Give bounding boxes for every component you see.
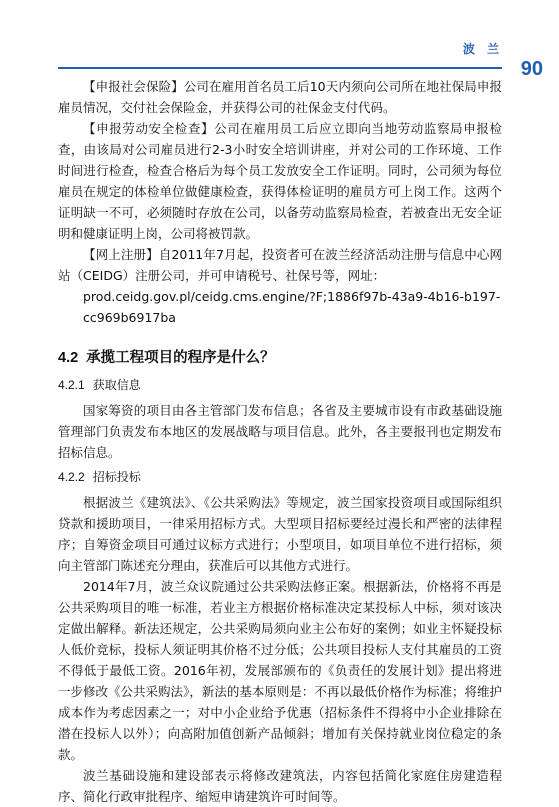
- section-heading: [58, 348, 502, 369]
- subsection-info: [58, 375, 502, 463]
- paragraph-procurement-amendment: 2014年7月，波兰众议院通过公共采购法修正案。根据新法，价格将不再是公共采购项目的唯一标准，若业主方根据价格标准决定某投标人中标，须对该决定做出解释。新法还规定，公共采购局须向业主公布好的案例；如业主怀疑投标人低价竞标，投标人须证明其价格不过分低；公共项目投标人支付其雇员的工资不得低于最低工资。2016年初，发展部颁布的《负责任的发展计划》提出将进一步修改《公共采购法》，新法的基本原则是：不再以最低价格作为标准；将维护成本作为考虑因素之一；对中小企业给予优惠（招标条件不得将中小企业排除在潜在投标人以外）；向高附加值创新产品倾斜；增加有关保持就业岗位稳定的条款。: [58, 579, 502, 762]
- section-title: 承揽工程项目的程序是什么？: [86, 350, 275, 366]
- subsection-title: 招标投标: [92, 470, 141, 484]
- paragraph-online-registration: 【网上注册】自2011年7月起，投资者可在波兰经济活动注册与信息中心网站（CEIDG）注册公司，并可申请税号、社保号等，网址：: [58, 247, 502, 283]
- paragraph-safety-inspection: 【申报劳动安全检查】公司在雇用员工后应立即向当地劳动监察局申报检查，由该局对公司雇员进行2-3小时安全培训讲座，并对公司的工作环境、工作时间进行检查，检查合格后为每个员工发放安全工作证明。同时，公司须为每位雇员在规定的体检单位做健康检查，获得体检证明的雇员方可上岗工作。这两个证明缺一不可，必须随时存放在公司，以备劳动监察局检查，若被查出无安全证明和健康证明上岗，公司将被罚款。: [58, 121, 502, 241]
- subsection-number: 4.2.2: [58, 470, 85, 484]
- ceidg-url: prod.ceidg.gov.pl/ceidg.cms.engine/?F;1886f97b-43a9-4b16-b197-cc969b6917ba: [83, 289, 501, 325]
- page-body: [58, 76, 502, 807]
- paragraph-building-law: 波兰基础设施和建设部表示将修改建筑法，内容包括简化家庭住房建造程序、简化行政审批程序、缩短申请建筑许可时间等。: [58, 768, 502, 804]
- paragraph-social-insurance: 【申报社会保险】公司在雇用首名员工后10天内须向公司所在地社保局申报雇员情况，交付社会保险金，并获得公司的社保金支付代码。: [58, 79, 502, 115]
- paragraph-info-sources: 国家筹资的项目由各主管部门发布信息；各省及主要城市设有市政基础设施管理部门负责发布本地区的发展战略与项目信息。此外，各主要报刊也定期发布招标信息。: [58, 403, 502, 460]
- subsection-heading: [58, 467, 502, 488]
- running-head: 波 兰: [462, 42, 503, 56]
- subsection-heading: [58, 375, 502, 396]
- paragraph-bidding-law: 根据波兰《建筑法》、《公共采购法》等规定，波兰国家投资项目或国际组织贷款和援助项目，一律采用招标方式。大型项目招标要经过漫长和严密的法律程序；自筹资金项目可通过议标方式进行；小型项目，如项目单位不进行招标，须向主管部门陈述充分理由，获准后可以其他方式进行。: [58, 495, 502, 573]
- header-rule: [58, 67, 502, 69]
- section-number: 4.2: [58, 350, 79, 366]
- subsection-bidding: [58, 467, 502, 807]
- subsection-title: 获取信息: [92, 378, 141, 392]
- subsection-number: 4.2.1: [58, 378, 85, 392]
- page-number: 90: [520, 58, 543, 80]
